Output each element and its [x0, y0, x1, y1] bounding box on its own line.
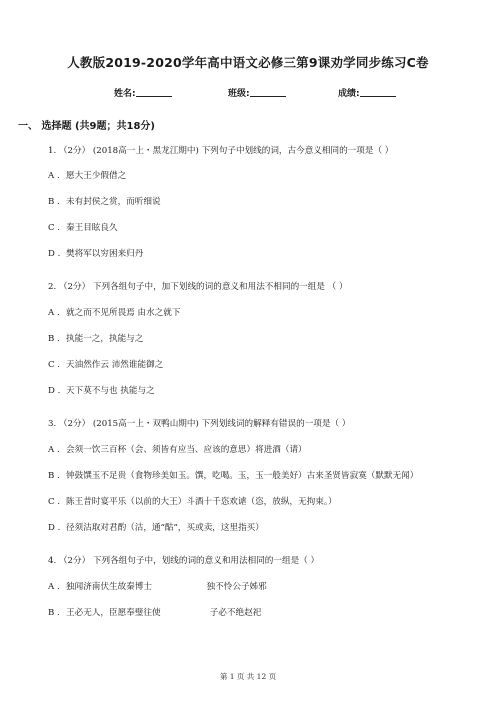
question-1-option-b: B . 未有封侯之赏，而听细说 — [48, 197, 161, 207]
score-label: 成绩: — [338, 89, 360, 99]
page-footer: 第 1 页 共 12 页 — [219, 672, 277, 681]
class-blank — [250, 87, 286, 97]
score-blank — [360, 87, 396, 97]
question-4-option-a: A . 独闻济南伏生故秦博士 独不怜公子姊邪 — [48, 582, 267, 592]
question-1-option-c: C . 秦王目眩良久 — [48, 223, 118, 233]
section-heading: 一、 选择题 (共9题；共18分) — [18, 121, 155, 132]
question-4-stem: 4. （2分） 下列各组句子中，划线的词的意义和用法相同的一组是（ ） — [48, 556, 320, 566]
question-1-option-a: A . 愿大王少假借之 — [48, 171, 127, 181]
document-title: 人教版2019-2020学年高中语文必修三第9课劝学同步练习C卷 — [67, 55, 429, 70]
question-2-option-a: A . 就之而不见所畏焉 由水之就下 — [48, 308, 181, 318]
class-label: 班级: — [228, 89, 250, 99]
question-1-option-d: D . 樊将军以穷困来归丹 — [48, 249, 144, 259]
question-4-option-b: B . 王必无人，臣愿奉璧往使 子必不绝赵祀 — [48, 608, 262, 618]
question-2-option-c: C . 天油然作云 沛然谁能御之 — [48, 360, 164, 370]
question-3-stem: 3. （2分） (2015高一上・双鸭山期中) 下列划线词的解释有错误的一项是（ ） — [48, 419, 351, 429]
score-field — [338, 86, 396, 99]
name-blank — [136, 87, 172, 97]
name-field — [114, 86, 172, 99]
question-3-option-d: D . 径须沽取对君酌（沽，通“酤”，买或卖，这里指买） — [48, 523, 264, 533]
question-3-option-a: A . 会须一饮三百杯（会、须皆有应当、应该的意思）将进酒（请） — [48, 445, 307, 455]
question-3-option-c: C . 陈王昔时宴平乐（以前的大王）斗酒十千恣欢谑（恣，放纵，无拘束。） — [48, 497, 337, 507]
question-2-option-d: D . 天下莫不与也 执能与之 — [48, 386, 155, 396]
question-3-option-b: B . 钟鼓馔玉不足贵（食物珍美如玉。馔，吃喝。玉，玉一般美好）古来圣贤皆寂寞（默默无闻） — [48, 471, 419, 481]
class-field — [228, 86, 286, 99]
question-1-stem: 1. （2分） (2018高一上・黑龙江期中) 下列句子中划线的词，古今意义相同的一项是（ ） — [48, 146, 394, 156]
question-2-stem: 2. （2分） 下列各组句子中，加下划线的词的意义和用法不相同的一组是 （ ） — [48, 282, 348, 292]
name-label: 姓名: — [114, 89, 136, 99]
question-2-option-b: B . 执能一之，执能与之 — [48, 334, 144, 344]
